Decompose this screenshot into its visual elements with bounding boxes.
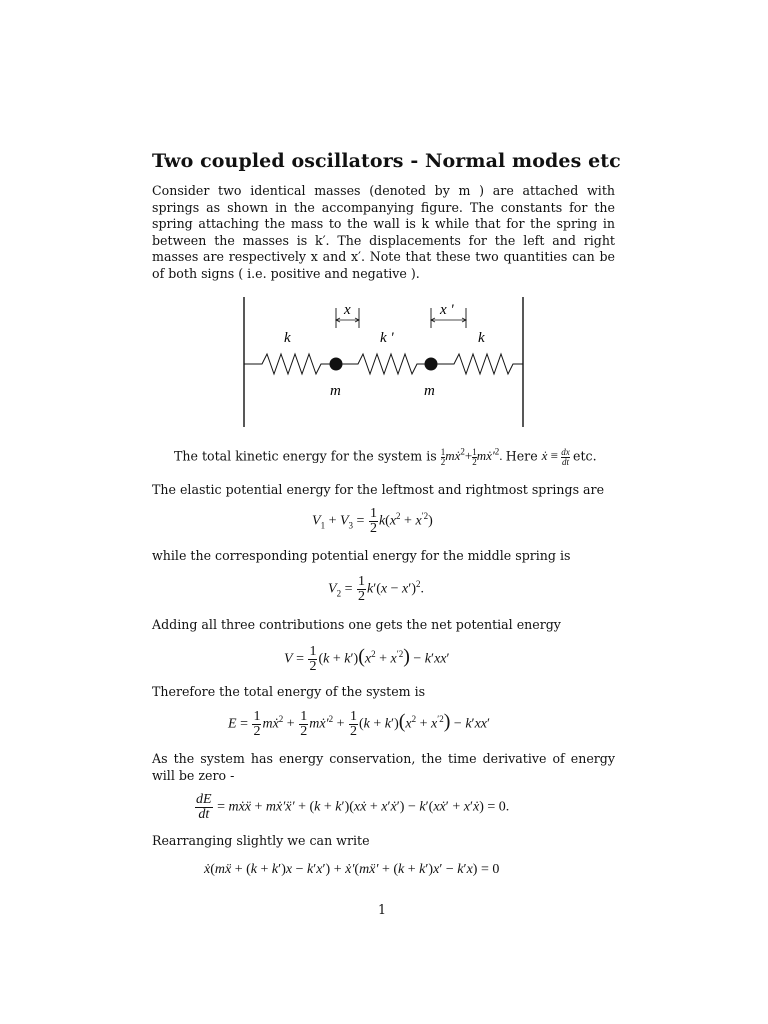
left-spring <box>244 354 336 374</box>
middle-text: while the corresponding potential energy for the middle spring is <box>152 548 571 563</box>
adding-text: Adding all three contributions one gets the net potential energy <box>152 617 561 632</box>
intro-paragraph: Consider two identical masses (denoted by m ) are attached with springs as shown in the accompanying figure. The constants for the spring attaching the mass to the wall is k while that for the spring in between the masses is k′. The displacements for the left and right masses are respectively x and x′. Note that these two quantities can be of both signs ( i.e. positive and negative ). <box>152 183 615 281</box>
equation-v: V = $\frac{1}{2}$ $(k + k')(x^2 + x^{'2}) - k'xx'$ <box>284 644 450 674</box>
spring-mass-figure <box>232 292 532 432</box>
label-m-right: m <box>424 383 435 399</box>
rearranging-text: Rearranging slightly we can write <box>152 833 370 848</box>
label-xprime: x ' <box>440 302 454 318</box>
page-number: 1 <box>378 902 387 917</box>
kinetic-suffix: etc. <box>573 448 597 464</box>
kinetic-prefix: The total kinetic energy for the system is <box>174 448 437 464</box>
page-title: Two coupled oscillators - Normal modes etc <box>152 150 621 172</box>
right-spring <box>431 354 523 374</box>
equation-e: E = $\frac{1}{2}$ mẋ$^2$ + $\frac{1}{2}$ $mẋ'^2$ + $\frac{1}{2}$ $(k + k')(x^2 + x^{'2}) - k'xx'$ <box>228 709 491 739</box>
left-mass <box>330 358 343 371</box>
therefore-text: Therefore the total energy of the system is <box>152 684 426 699</box>
middle-spring <box>336 354 431 374</box>
label-k-left: k <box>284 330 291 346</box>
equation-v2: $V_2$ = $\frac{1}{2}$ $k'(x - x')^2$. <box>328 574 424 604</box>
right-mass <box>425 358 438 371</box>
label-m-left: m <box>330 383 341 399</box>
label-k-mid: k ' <box>380 330 394 346</box>
equation-rearranged: ẋ(mẍ + (k + k′)x − k′x′) + ẋ′(mẍ′ + (k + k′)x′ − k′x) = 0 <box>204 862 500 877</box>
equation-de-dt: $\frac{dE}{dt}$ = mẋẍ + mẋ′ẍ′ + (k + k′)(xẋ + x′ẋ′) − k′(xẋ′ + x′ẋ) = 0. <box>196 792 510 822</box>
label-x: x <box>344 302 351 318</box>
kinetic-here: Here <box>505 448 538 464</box>
elastic-text: The elastic potential energy for the leftmost and rightmost springs are <box>152 482 605 497</box>
label-k-right: k <box>478 330 485 346</box>
kinetic-energy-line: The total kinetic energy for the system is $\frac{1}{2}$ mẋ$^2$+ $\frac{1}{2}$ $mẋ'^2$. Here ẋ ≡ $\frac{dx}{dt}$ etc. <box>174 446 597 467</box>
equation-v1-v3: $V_1 + V_3$ = $\frac{1}{2}$ $k(x^2 + x^{'2})$ <box>312 506 433 536</box>
conservation-text: As the system has energy conservation, the time derivative of energy will be zero - <box>152 751 615 783</box>
